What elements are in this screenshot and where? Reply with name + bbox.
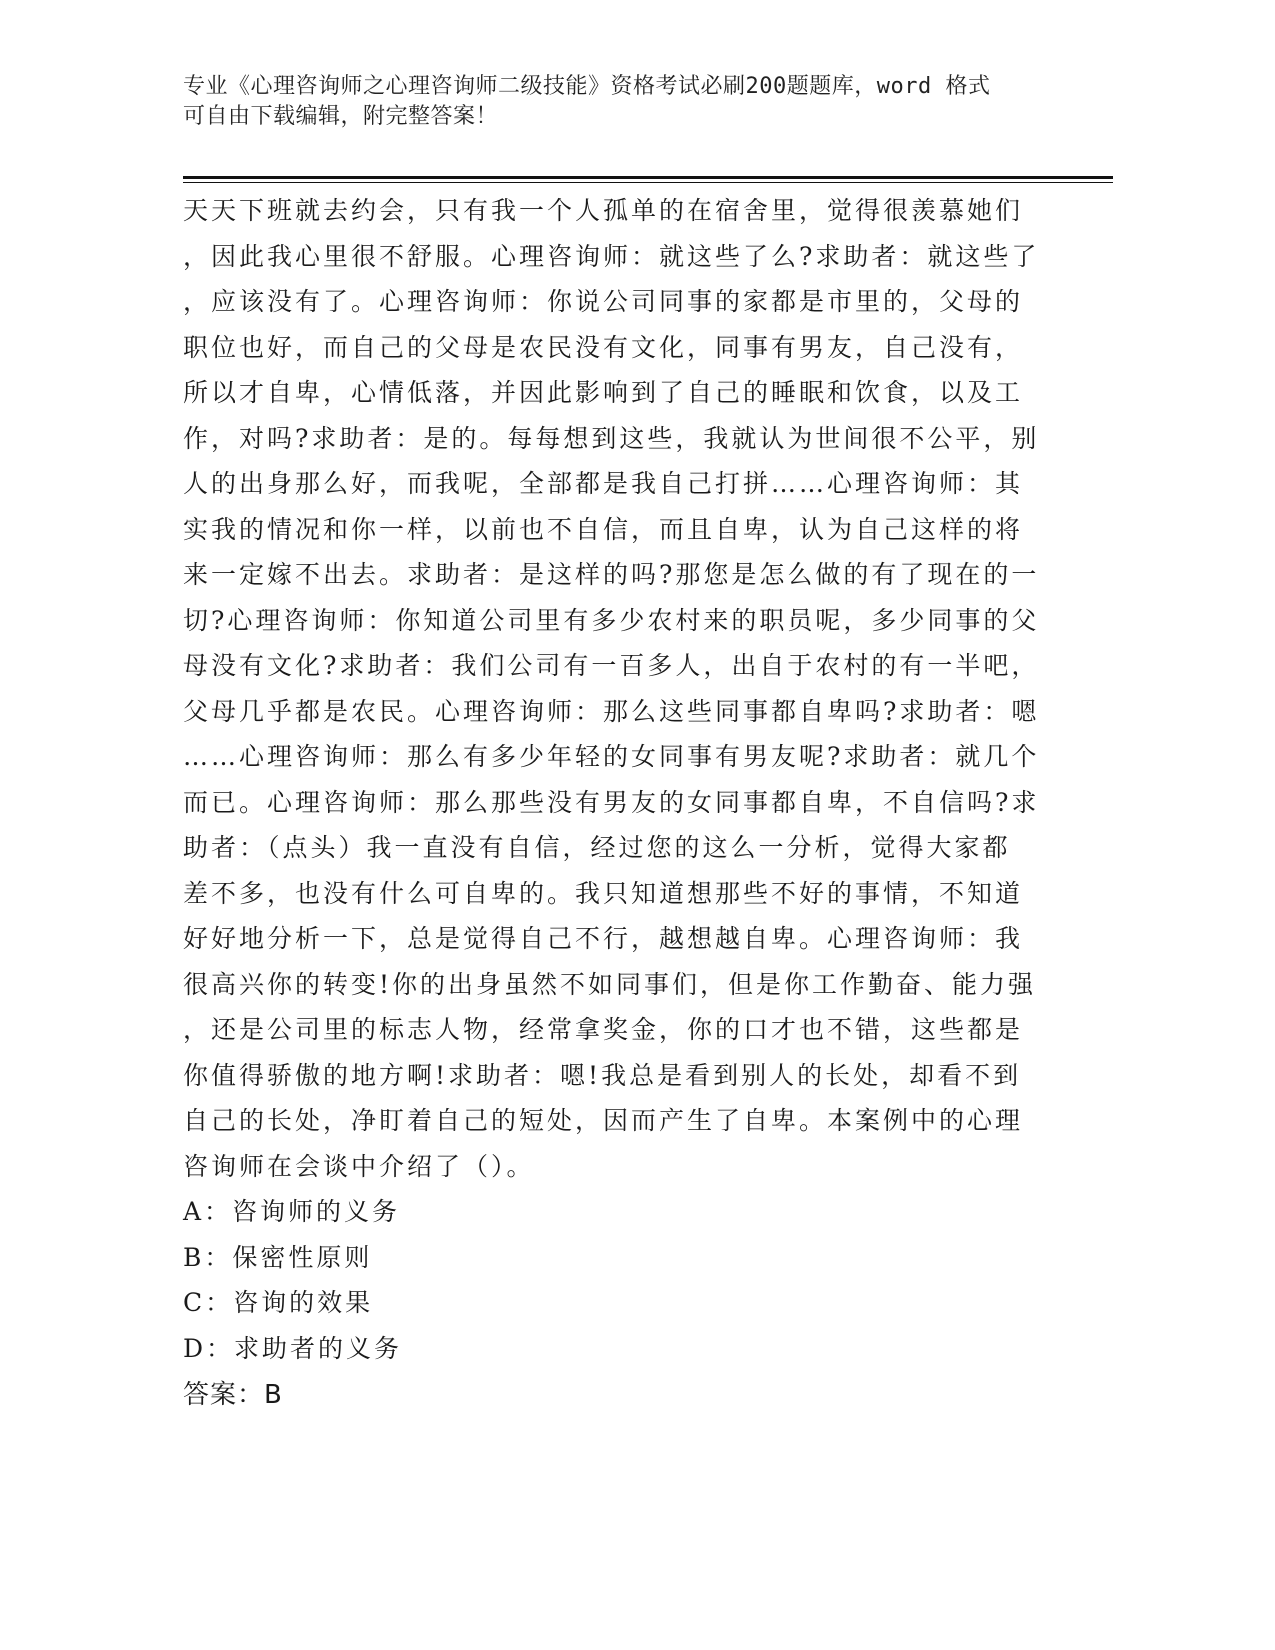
- answer-options: [183, 1189, 1043, 1371]
- question-line: 母没有文化?求助者：我们公司有一百多人，出自于农村的有一半吧，: [183, 651, 1040, 680]
- question-line: 作，对吗?求助者：是的。每每想到这些，我就认为世间很不公平，别: [183, 423, 1040, 453]
- question-stem: [183, 188, 1043, 1189]
- question-line: ……心理咨询师：那么有多少年轻的女同事有男友呢?求助者：就几个: [183, 742, 1040, 771]
- question-line: 人的出身那么好，而我呢，全部都是我自己打拼……心理咨询师：其: [183, 469, 1024, 498]
- question-line: ，因此我心里很不舒服。心理咨询师：就这些了么?求助者：就这些了: [183, 241, 1040, 271]
- answer-key: 答案：B: [183, 1380, 283, 1410]
- header-title-line-1: 专业《心理咨询师之心理咨询师二级技能》资格考试必刷200题题库，word 格式: [183, 74, 991, 99]
- question-body: [183, 188, 1043, 1419]
- option-c: C：咨询的效果: [183, 1288, 374, 1317]
- question-line: ，应该没有了。心理咨询师：你说公司同事的家都是市里的，父母的: [183, 287, 1024, 316]
- question-line: 咨询师在会谈中介绍了（）。: [183, 1151, 535, 1181]
- question-line: 职位也好，而自己的父母是农民没有文化，同事有男友，自己没有，: [183, 332, 1024, 362]
- question-line: 天天下班就去约会，只有我一个人孤单的在宿舍里，觉得很羡慕她们: [183, 196, 1024, 225]
- question-line: 好好地分析一下，总是觉得自己不行，越想越自卑。心理咨询师：我: [183, 924, 1024, 953]
- question-line: ，还是公司里的标志人物，经常拿奖金，你的口才也不错，这些都是: [183, 1015, 1024, 1044]
- document-header: [183, 72, 1053, 132]
- question-line: 很高兴你的转变!你的出身虽然不如同事们，但是你工作勤奋、能力强: [183, 969, 1037, 999]
- question-line: 父母几乎都是农民。心理咨询师：那么这些同事都自卑吗?求助者：嗯: [183, 696, 1040, 726]
- question-line: 自己的长处，净盯着自己的短处，因而产生了自卑。本案例中的心理: [183, 1106, 1024, 1135]
- question-line: 助者：（点头）我一直没有自信，经过您的这么一分析，觉得大家都: [183, 833, 1011, 862]
- question-line: 所以才自卑，心情低落，并因此影响到了自己的睡眠和饮食，以及工: [183, 378, 1024, 407]
- question-line: 实我的情况和你一样，以前也不自信，而且自卑，认为自己这样的将: [183, 514, 1024, 544]
- option-b: B：保密性原则: [183, 1242, 373, 1272]
- header-divider-thick: [183, 176, 1113, 179]
- question-line: 你值得骄傲的地方啊!求助者：嗯!我总是看到别人的长处，却看不到: [183, 1060, 1022, 1090]
- option-a: A：咨询师的义务: [183, 1197, 401, 1226]
- header-title-line-2: 可自由下载编辑，附完整答案！: [183, 104, 499, 129]
- question-line: 切?心理咨询师：你知道公司里有多少农村来的职员呢，多少同事的父: [183, 605, 1040, 635]
- question-line: 而已。心理咨询师：那么那些没有男友的女同事都自卑，不自信吗?求: [183, 787, 1040, 817]
- question-line: 差不多，也没有什么可自卑的。我只知道想那些不好的事情，不知道: [183, 878, 1024, 908]
- header-divider-thin: [183, 182, 1113, 183]
- question-line: 来一定嫁不出去。求助者：是这样的吗?那您是怎么做的有了现在的一: [183, 560, 1040, 589]
- option-d: D：求助者的义务: [183, 1333, 403, 1363]
